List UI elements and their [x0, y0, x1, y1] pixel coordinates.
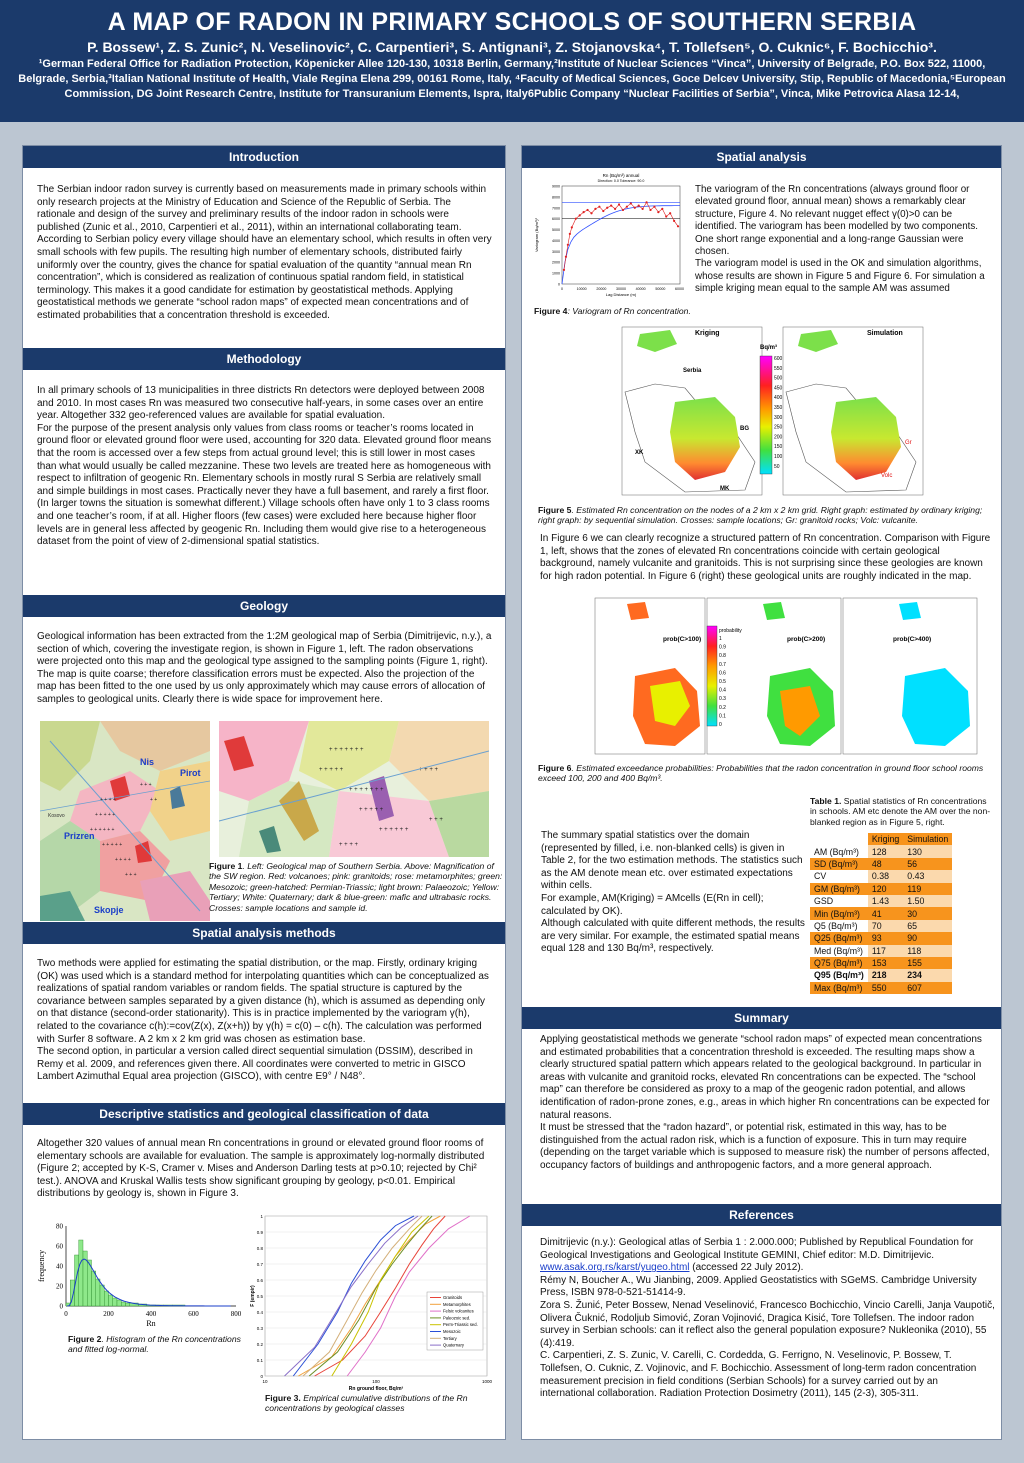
- vario-point: [661, 208, 663, 210]
- vario-y-tick: 4000: [552, 238, 560, 243]
- table-row: [810, 982, 952, 994]
- table-cell: AM (Bq/m³): [810, 845, 868, 857]
- svg-text:+ + + + + + +: + + + + + + +: [349, 787, 384, 793]
- table-cell: 130: [903, 845, 952, 857]
- fig6-legend-value: 0.3: [719, 696, 726, 703]
- table-cell: 41: [868, 907, 903, 919]
- table-cell: Q75 (Bq/m³): [810, 957, 868, 969]
- vario-point: [571, 226, 573, 228]
- ecdf-y-label: F (empir): [250, 1285, 256, 1307]
- svg-text:+ +: + +: [150, 797, 158, 803]
- table-row: [810, 932, 952, 944]
- figure5-caption-text: . Estimated Rn concentration on the nodes of a 2 km x 2 km grid. Right graph: estimated by ordinary kriging; right graph: by sequential simulation. Crosses: sample locations; Gr: granitoid rocks; Volc: vulcanite.: [538, 505, 983, 526]
- vario-point: [569, 233, 571, 235]
- reference-1-link[interactable]: www.asak.org.rs/karst/yugeo.html: [540, 1262, 690, 1274]
- hist-x-tick: 200: [103, 1310, 114, 1318]
- vario-point: [677, 225, 679, 227]
- spatial-analysis-heading: Spatial analysis: [522, 146, 1001, 168]
- table-cell: 155: [903, 957, 952, 969]
- hist-y-tick: 60: [56, 1242, 63, 1251]
- ecdf-legend-label: Metamorphites: [443, 1301, 471, 1307]
- vario-x-tick: 60000: [675, 287, 684, 291]
- methodology-text: [37, 385, 492, 549]
- table-cell: GSD: [810, 895, 868, 907]
- fig6-legend-value: 0.4: [719, 687, 726, 694]
- spatial-methods-p1: Two methods were applied for estimating the spatial distribution, or the map. Firstly, ordinary kriging (OK) was used which is a standard method for interpolating quantities which can be conceptualized as realizations of spatial random variables or random fields. The spatial structure is captured by the covariance between samples separated by a given distance (h), which is assumed as depending only on that distance (second-order stationarity). This is in practice implemented by the variogram γ(h), related to the covariance c(h):=cov(Z(x), Z(x+h)) by γ(h) = c(0) – c(h). The calculation was performed with Surfer 8 software. A 2 km x 2 km grid was chosen as estimation base.: [37, 958, 489, 1045]
- summary-heading: Summary: [522, 1007, 1001, 1029]
- svg-text:+ + +: + + +: [429, 817, 443, 823]
- figure3-caption-text: Empirical cumulative distributions of the Rn concentrations by geological classes: [265, 1393, 468, 1414]
- table-cell: 607: [903, 982, 952, 994]
- hist-x-tick: 0: [64, 1310, 68, 1318]
- table-cell: 0.38: [868, 870, 903, 882]
- figure4-variogram: [532, 172, 684, 304]
- ecdf-y-tick: 0: [260, 1374, 263, 1379]
- table-cell: 56: [903, 858, 952, 870]
- figure5-maps: [585, 322, 1000, 504]
- svg-text:+ + + + +: + + + + +: [95, 812, 116, 818]
- figure2-caption-text: . Histogram of the Rn concentrations and fitted log-normal.: [68, 1334, 241, 1355]
- table1-caption-label: Table 1.: [810, 796, 842, 806]
- ecdf-y-tick: 0.9: [256, 1230, 263, 1235]
- ecdf-y-tick: 0.4: [256, 1310, 263, 1315]
- svg-text:+ + + + +: + + + + +: [102, 842, 123, 848]
- spatial-analysis-p2: The variogram model is used in the OK and simulation algorithms, whose results are shown in Figure 5 and Figure 6. For simulation a simple kriging mean equal to the sample AM was assumed: [695, 258, 985, 295]
- table-row: [810, 945, 952, 957]
- introduction-text: The Serbian indoor radon survey is currently based on measurements made in primary schools within only research projects at the Ministry of Education and Science of the Republic of Serbia. The rationale and design of the survey and preliminary results of the indoor radon in schools were published (Zunic et al., 2010, Carpentieri et al., 2011), within an international collaborating team. According to Serbian policy every village should have an elementary school, which results in often very small schools with few pupils. The resulting high number of elementary schools, distributed fairly uniformly over the country, gives the chance for spatial evaluation of the quantity “annual mean Rn concentration”, which is considered as realization of continuous spatial random field, in statistical terminology. This makes it a good candidate for estimation by geostatistical methods. Applying geostatistical methods we generate “school radon maps” of expected mean concentrations and of estimated probabilities that a concentration threshold is exceeded.: [37, 184, 492, 321]
- map-label-pirot: Pirot: [180, 768, 201, 778]
- summary-p2: It must be stressed that the “radon hazard”, or potential risk, estimated in this way, has to be distinguished from the actual radon risk, which is a function of exposure. This in turn may require (depending on the target variable which is supposed to measure risk) the number of persons affected, occupancy factors of buildings and anthropogenic factors, and a more general approach.: [540, 1122, 990, 1171]
- table-cell: 0.43: [903, 870, 952, 882]
- table-cell: SD (Bq/m³): [810, 858, 868, 870]
- fig6-legend-title: probability: [719, 628, 742, 634]
- table-cell: 1.43: [868, 895, 903, 907]
- vario-x-tick: 10000: [576, 287, 587, 291]
- ecdf-legend-label: Felsic volcanites: [443, 1308, 474, 1314]
- map-label-skopje: Skopje: [94, 905, 124, 915]
- table-row: [810, 969, 952, 981]
- vario-y-tick: 6000: [552, 217, 560, 222]
- table-cell: 120: [868, 883, 903, 895]
- figure2-caption-label: Figure 2: [68, 1334, 102, 1344]
- methodology-heading: Methodology: [23, 348, 505, 370]
- table1: [810, 833, 952, 994]
- table-row: [810, 870, 952, 882]
- vario-point: [657, 211, 659, 213]
- summary-p1: Applying geostatistical methods we generate “school radon maps” of expected mean concentrations and estimated probabilities that a concentration threshold is exceeded. The resulting maps show a clearly structured spatial pattern which appears related to the geological background. In particular in areas with vulcanite and granitoid rocks, elevated Rn concentrations can be expected. The “school map” can therefore be considered as proxy to a map of the geogenic radon potential, and allows identification of radon-prone zones, e.g., areas in which higher Rn concentrations can be expected for natural reasons.: [540, 1034, 990, 1121]
- svg-text:+ + + + +: + + + + +: [319, 767, 344, 773]
- hist-bar: [113, 1298, 117, 1306]
- ecdf-legend: [427, 1292, 483, 1350]
- vario-point: [565, 256, 567, 258]
- introduction-heading: Introduction: [23, 146, 505, 168]
- fig5-bg-label: BG: [740, 426, 749, 432]
- table-cell: CV: [810, 870, 868, 882]
- figure1-caption: [209, 861, 504, 913]
- vario-y-tick: 3000: [552, 249, 560, 254]
- geology-map-left-svg: [40, 721, 210, 921]
- hist-x-tick: 400: [145, 1310, 157, 1318]
- ecdf-y-tick: 0.7: [256, 1262, 263, 1267]
- vario-point: [567, 244, 569, 246]
- vario-point: [634, 207, 636, 209]
- fig5-xk-label: XK: [635, 450, 644, 456]
- table-row: [810, 895, 952, 907]
- figure5-caption-label: Figure 5: [538, 505, 572, 515]
- ecdf-svg: [245, 1212, 495, 1392]
- table-cell: 93: [868, 932, 903, 944]
- vario-x-tick: 20000: [596, 287, 607, 291]
- descriptive-text: Altogether 320 values of annual mean Rn concentrations in ground or elevated ground floor rooms of elementary schools are available for evaluation. The sample is approximately log-normally distributed (Figure 2; accepted by K-S, Cramer v. Mises and Anderson Darling tests at p>0.10; rejected by Chi² test.). ANOVA and Kruskal Wallis tests show significant grouping by geology, p<0.01. Empirical distributions by geology is, shown in Figure 3.: [37, 1138, 485, 1200]
- fig6-legend-value: 1: [719, 636, 722, 642]
- table-cell: 119: [903, 883, 952, 895]
- fig5-legend-value: 500: [774, 375, 783, 382]
- figure2-histogram: [36, 1218, 246, 1330]
- table-cell: Q95 (Bq/m³): [810, 969, 868, 981]
- fig6-legend-value: 0.5: [719, 679, 726, 685]
- figure3-caption: [265, 1393, 490, 1414]
- vario-point: [614, 208, 616, 210]
- geology-map-right-svg: [219, 721, 489, 857]
- figure1-caption-label: Figure 1: [209, 861, 243, 871]
- table-header-cell: Kriging: [868, 833, 903, 845]
- table-cell: 153: [868, 957, 903, 969]
- spatial-methods-text: [37, 958, 492, 1084]
- methodology-p2: For the purpose of the present analysis only values from class rooms or teacher’s rooms located in ground floor or elevated ground floor were used, accounting for 320 data. Elevated ground floor means that the room is accessed over a few steps from actual ground level; this is still lower in most cases than what would usually be called mezzanine. These two levels are treated here as homogeneous with respect to infiltration of geogenic Rn. Elementary schools in mostly rural S Serbia are relatively small and simple buildings in most cases. Practically never they have a full basement, and rarely a first floor. (In larger towns the situation is somewhat different.) Village schools often have only 1 to 3 class rooms and one teacher’s room, if at all. Higher floors (few cases) were excluded here because higher floor levels are in general less affected by geogenic Rn. Including them would give rise to a heterogeneous dataset from the point of view of 2-dimensional spatial statistics.: [37, 422, 492, 548]
- vario-point: [606, 207, 608, 209]
- vario-point: [642, 208, 644, 210]
- vario-x-tick: 40000: [635, 287, 646, 291]
- vario-y-label: Variogram (Bq/m³)²: [534, 218, 539, 252]
- fig5-legend-value: 400: [774, 395, 783, 402]
- table-header-cell: [810, 833, 868, 845]
- reference-2: Rémy N, Boucher A., Wu Jianbing, 2009. Applied Geostatistics with SGeMS. Cambridge University Press, ISBN 978-0-521-51414-9.: [540, 1274, 977, 1299]
- vario-point: [630, 202, 632, 204]
- table-cell: 128: [868, 845, 903, 857]
- table-row: [810, 907, 952, 919]
- methodology-p1: In all primary schools of 13 municipalities in three districts Rn detectors were deployed between 2008 and 2010. In most cases Rn was measured two consecutive half-years, in some cases over an entire year. Altogether 332 geo-referenced values are available for spatial evaluation.: [37, 385, 485, 422]
- vario-point: [669, 212, 671, 214]
- table-cell: Med (Bq/m³): [810, 945, 868, 957]
- geology-text: Geological information has been extracted from the 1:2M geological map of Serbia (Dimitrijevic, n.y.), a section of which, covering the investigate region, is shown in Figure 1, left. The radon observations were projected onto this map and the geological type assigned to the sampling points (Figure 1, right). The map is quite coarse; therefore classification errors must be expected. Also the projection of the map has been fitted to the one used by us only approximately which may cause errors of allocation of samples to geological units. Clearly there is wide space for improvement here.: [37, 631, 492, 705]
- figure2-caption: [68, 1334, 248, 1355]
- table-header-row: [810, 833, 952, 845]
- figure5-caption: [538, 505, 998, 526]
- fig5-legend-value: 100: [774, 454, 783, 460]
- vario-x-tick: 30000: [616, 287, 626, 291]
- geology-map-left: [40, 721, 210, 921]
- vario-subtitle: Direction: 0.0 Tolerance: 90.0: [597, 179, 645, 183]
- figure4-caption: [534, 306, 694, 316]
- vario-y-tick: 9000: [552, 184, 560, 189]
- reference-1: Dimitrijevic (n.y.): Geological atlas of Serbia 1 : 2.000.000; Published by Republical Foundation for Geological Investigations and Geological Institute GEMINI, Chief editor: M.D. Dimitrijevic. www.asak.org.rs/karst/yugeo.html (accessed 22 July 2012).: [540, 1237, 974, 1274]
- hist-bar: [79, 1240, 83, 1306]
- hist-bar: [92, 1271, 96, 1306]
- table-row: [810, 858, 952, 870]
- ecdf-y-tick: 0.6: [256, 1278, 263, 1283]
- fig5-legend-value: 350: [774, 405, 783, 411]
- table-cell: 48: [868, 858, 903, 870]
- figure4-caption-label: Figure 4: [534, 306, 568, 316]
- histogram-svg: [36, 1218, 246, 1330]
- vario-point: [594, 208, 596, 210]
- hist-x-tick: 600: [188, 1310, 199, 1318]
- vario-point: [653, 206, 655, 208]
- table-cell: 234: [903, 969, 952, 981]
- table-discussion: The summary spatial statistics over the domain (represented by filled, i.e. non-blanked cells) is given in Table 2, for the two estimation methods. The statistics such as the AM denote mean etc. over estimated expectations within cells. For example, AM(Kriging) = AMcells (E(Rn in cell); calculated by OK). Although calculated with quite different methods, the results are very similar. For example, the estimated spatial means equal 128 and 130 Bq/m³, respectively.: [541, 830, 805, 955]
- figure1-caption-text: . Left: Geological map of Southern Serbia. Above: Magnification of the SW region. Red: volcanoes; pink: granitoids; rose: metamorphites; green: Mesozoic; green-hatched: Permian-Triassic; light brown: Palaeozoic; Yellow: Tertiary; White: Quaternary; dark & blue-green: mafic and ultrabasic rocks. Crosses: sample locations and sample id.: [209, 861, 503, 913]
- vario-x-label: Lag Distance (m): [605, 292, 637, 297]
- spatial-analysis-p3: In Figure 6 we can clearly recognize a structured pattern of Rn concentration. Comparison with Figure 1, left, shows that the zones of elevated Rn concentrations coincide with certain geological background, namely vulcanite and granitoids. This is not surprising since these geologies are known for high radon potential. In Figure 6 (right) these geological units are roughly indicated in the map.: [540, 533, 991, 582]
- fig6-label-200: prob(C>200): [787, 636, 826, 643]
- vario-x-tick: 0: [561, 287, 563, 291]
- ecdf-legend-label: Tertiary: [443, 1335, 457, 1341]
- vario-point: [583, 211, 585, 213]
- fig5-simulation-label: Simulation: [867, 330, 903, 337]
- vario-y-tick: 2000: [552, 260, 560, 265]
- ecdf-x-tick: 10: [262, 1379, 268, 1384]
- svg-text:+ + +: + + +: [140, 782, 152, 788]
- fig6-legend-value: 0.2: [719, 704, 726, 711]
- fig5-legend-value: 550: [774, 365, 783, 372]
- fig5-gr-label: Gr: [905, 440, 912, 446]
- fig5-legend-value: 300: [774, 414, 783, 421]
- table-cell: Min (Bq/m³): [810, 907, 868, 919]
- reference-4: C. Carpentieri, Z. S. Zunic, V. Carelli, C. Cordedda, G. Ferrigno, N. Veselinovic, P. Bossew, T. Tollefsen, O. Cuknic, Z. Vojinovic, and F. Bochicchio. Assessment of long-term radon concentration measurement precision in field conditions (Serbian Schools) for a survey carried out by an international collaboration. Radiation Protection Dosimetry (2011), 145 (2-3), 305-311.: [540, 1350, 977, 1400]
- vario-point: [579, 214, 581, 216]
- hist-y-tick: 40: [56, 1262, 63, 1271]
- vario-y-tick: 1000: [552, 271, 560, 276]
- fig6-legend-value: 0.9: [719, 644, 726, 651]
- figure3-caption-label: Figure 3.: [265, 1393, 301, 1403]
- figure4-caption-text: : Variogram of Rn concentration.: [567, 306, 691, 316]
- table-cell: 1.50: [903, 895, 952, 907]
- variogram-svg: [532, 172, 684, 304]
- affiliations: ¹German Federal Office for Radiation Protection, Köpenicker Allee 120-130, 10318 Berlin, Germany,²Institute of Nuclear Sciences “Vinca”, University of Belgrade, P.O. Box 522, 11000, Belgrade, Serbia,³Italian National Institute of Health, Viale Regina Elena 299, 00161 Rome, Italy, ⁴Faculty of Medical Sciences, Goce Delcev University, Stip, Republic of Macedonia,⁵European Commission, DG Joint Research Centre, Institute for Transuranium Elements, Ispra, Italy6Public Company “Nuclear Facilities of Serbia”, Vinca, Mike Petrovica Alasa 12-14,: [18, 58, 1006, 100]
- vario-y-tick: 5000: [552, 228, 560, 233]
- hist-y-tick: 80: [56, 1222, 63, 1231]
- map-label-prizren: Prizren: [64, 831, 95, 841]
- hist-bar: [109, 1295, 113, 1306]
- geology-map-right: [219, 721, 489, 857]
- svg-text:+ + + + +: + + + + +: [359, 807, 384, 813]
- fig6-legend-value: 0.7: [719, 661, 726, 668]
- table-cell: 70: [868, 920, 903, 932]
- spatial-methods-heading: Spatial analysis methods: [23, 922, 505, 944]
- ecdf-y-tick: 0.3: [256, 1326, 263, 1331]
- hist-bar: [96, 1279, 100, 1306]
- table-cell: Q25 (Bq/m³): [810, 932, 868, 944]
- vario-point: [638, 205, 640, 207]
- ecdf-legend-label: Paleozoic sed.: [443, 1315, 471, 1321]
- figure6-svg: [565, 596, 985, 758]
- hist-bar: [104, 1291, 108, 1306]
- table-cell: 118: [903, 945, 952, 957]
- table-cell: 30: [903, 907, 952, 919]
- ecdf-y-tick: 1: [260, 1214, 263, 1219]
- fig5-legend-value: 450: [774, 385, 783, 392]
- table-cell: Max (Bq/m³): [810, 982, 868, 994]
- vario-point: [665, 215, 667, 217]
- hist-bar: [126, 1303, 130, 1306]
- fig5-legend-value: 600: [774, 356, 783, 362]
- vario-point: [563, 269, 565, 271]
- vario-point: [610, 205, 612, 207]
- vario-y-tick: 7000: [552, 206, 560, 211]
- references-list: [540, 1237, 995, 1401]
- svg-text:+ + + + + +: + + + + + +: [379, 827, 409, 833]
- vario-point: [622, 209, 624, 211]
- figure6-maps: [565, 596, 985, 758]
- vario-point: [575, 218, 577, 220]
- figure6-caption-label: Figure 6: [538, 763, 572, 773]
- table-cell: GM (Bq/m³): [810, 883, 868, 895]
- vario-y-tick: 8000: [552, 195, 560, 200]
- ecdf-y-tick: 0.2: [256, 1342, 263, 1347]
- fig6-label-400: prob(C>400): [893, 636, 932, 643]
- hist-x-label: Rn: [146, 1319, 156, 1328]
- vario-frame: [562, 186, 680, 284]
- ecdf-x-tick: 1000: [481, 1379, 493, 1384]
- svg-text:+ + + +: + + + +: [419, 767, 439, 773]
- poster-header: [0, 0, 1024, 122]
- fig5-serbia-label: Serbia: [683, 368, 702, 374]
- vario-point: [618, 203, 620, 205]
- fig5-legend-value: 250: [774, 424, 783, 431]
- ecdf-y-tick: 0.5: [256, 1294, 263, 1299]
- table-cell: 117: [868, 945, 903, 957]
- ecdf-y-tick: 0.8: [256, 1246, 263, 1251]
- references-heading: References: [522, 1204, 1001, 1226]
- ecdf-x-tick: 100: [372, 1379, 380, 1384]
- fig6-legend-value: 0: [719, 722, 722, 728]
- svg-text:+ + + +: + + + +: [100, 797, 116, 803]
- summary-text: [540, 1034, 995, 1173]
- fig6-label-100: prob(C>100): [663, 636, 702, 643]
- geology-heading: Geology: [23, 595, 505, 617]
- ecdf-legend-label: Mesozoic: [443, 1329, 461, 1334]
- map-label-kosovo: Kosovo: [48, 813, 65, 819]
- hist-bar: [75, 1255, 79, 1306]
- ecdf-legend-label: Granitoids: [443, 1295, 463, 1300]
- table-header-cell: Simulation: [903, 833, 952, 845]
- hist-y-tick: 0: [59, 1302, 63, 1311]
- svg-text:+ + + + + +: + + + + + +: [90, 827, 115, 833]
- fig5-unit-label: Bq/m³: [760, 345, 777, 351]
- svg-text:+ + + +: + + + +: [339, 842, 359, 848]
- fig5-kriging-label: Kriging: [695, 330, 720, 337]
- vario-point: [626, 206, 628, 208]
- figure6-caption-text: . Estimated exceedance probabilities: Probabilities that the radon concentration in ground floor school rooms exceed 100, 200 and 400 Bq/m³.: [538, 763, 984, 784]
- ecdf-legend-label: Perm-Triassic sed.: [443, 1322, 478, 1328]
- fig5-legend-value: 200: [774, 434, 783, 441]
- fig5-legend-value: 150: [774, 444, 783, 451]
- vario-point: [645, 201, 647, 203]
- figure5-svg: [585, 322, 1000, 504]
- ecdf-y-tick: 0.1: [256, 1358, 263, 1363]
- hist-bar: [117, 1300, 121, 1306]
- descriptive-heading: Descriptive statistics and geological classification of data: [23, 1103, 505, 1125]
- vario-point: [602, 210, 604, 212]
- fig6-legend-value: 0.8: [719, 653, 726, 660]
- hist-x-tick: 800: [230, 1310, 242, 1318]
- reference-3: Zora S. Žunić, Peter Bossew, Nenad Veselinović, Francesco Bochicchio, Vincio Carelli, Janja Vaupotič, Olivera Čuknić, Rodoljub Simović, Zoran Vojinović, Dragica Kisić, Tore Tollefsen. The indoor radon survey in Serbian schools: can it reflect also the general population exposure? Nukleonika (2010), 55 (4):419.: [540, 1299, 995, 1349]
- figure6-caption: [538, 763, 993, 784]
- svg-text:+ + + + + + +: + + + + + + +: [329, 747, 364, 753]
- fig5-legend-value: 50: [774, 463, 780, 470]
- table-cell: 65: [903, 920, 952, 932]
- table-row: [810, 920, 952, 932]
- spatial-methods-p2: The second option, in particular a version called direct sequential simulation (DSSIM), described in Remy et al. 2009, and references given there. All coordinates were converted to metric in GISCO Lambert Azimuthal Equal area projection (GISCO), with centre E9° / N48°.: [37, 1046, 473, 1083]
- table-cell: 550: [868, 982, 903, 994]
- vario-x-tick: 50000: [655, 287, 666, 291]
- table-cell: 90: [903, 932, 952, 944]
- vario-title: Rn (Bq/m³) annual: [602, 173, 640, 178]
- svg-text:+ + +: + + +: [125, 872, 137, 878]
- hist-bar: [100, 1285, 104, 1306]
- table-row: [810, 883, 952, 895]
- hist-y-tick: 20: [56, 1282, 63, 1291]
- poster-title: A MAP OF RADON IN PRIMARY SCHOOLS OF SOUTHERN SERBIA: [107, 8, 917, 36]
- vario-point: [586, 209, 588, 211]
- map-label-nis: Nis: [140, 757, 155, 767]
- vario-point: [598, 206, 600, 208]
- vario-point: [673, 220, 675, 222]
- fig6-legend-value: 0.6: [719, 670, 726, 677]
- vario-point: [590, 212, 592, 214]
- table1-caption: [810, 796, 995, 827]
- stats-table: [810, 833, 952, 994]
- table-cell: Q5 (Bq/m³): [810, 920, 868, 932]
- fig6-legend-value: 0.1: [719, 713, 726, 720]
- spatial-analysis-text: [695, 184, 995, 296]
- vario-point: [649, 209, 651, 211]
- spatial-analysis-p1: The variogram of the Rn concentrations (always ground floor or elevated ground floor, annual mean) shows a remarkably clear structure, Figure 4. No relevant nugget effect γ(0)>0 can be identified. The variogram has been modelled by two components. One short range exponential and a long-range Gaussian were chosen.: [695, 184, 979, 258]
- table-cell: 218: [868, 969, 903, 981]
- authors: P. Bossew¹, Z. S. Zunic², N. Veselinovic², C. Carpentieri³, S. Antignani³, Z. Stojanovska⁴, T. Tollefsen⁵, O. Cuknic⁶, F. Bochicchio³.: [87, 39, 937, 55]
- hist-bar: [121, 1302, 125, 1306]
- svg-text:+ + + +: + + + +: [115, 857, 131, 863]
- hist-y-label: frequency: [37, 1250, 46, 1282]
- ecdf-legend-label: Quaternary: [443, 1342, 464, 1348]
- fig5-mk-label: MK: [720, 486, 730, 492]
- ecdf-x-label: Rn ground floor, Bq/m³: [348, 1386, 404, 1392]
- table-row: [810, 845, 952, 857]
- table-row: [810, 957, 952, 969]
- table1-caption-text: Spatial statistics of Rn concentrations in schools. AM etc denote the AM over the non-blanked region as in Figure 5, right.: [810, 796, 991, 827]
- figure3-ecdf: [245, 1212, 495, 1392]
- vario-y-tick: 0: [558, 282, 560, 287]
- fig5-volc-label: Volc: [881, 473, 893, 479]
